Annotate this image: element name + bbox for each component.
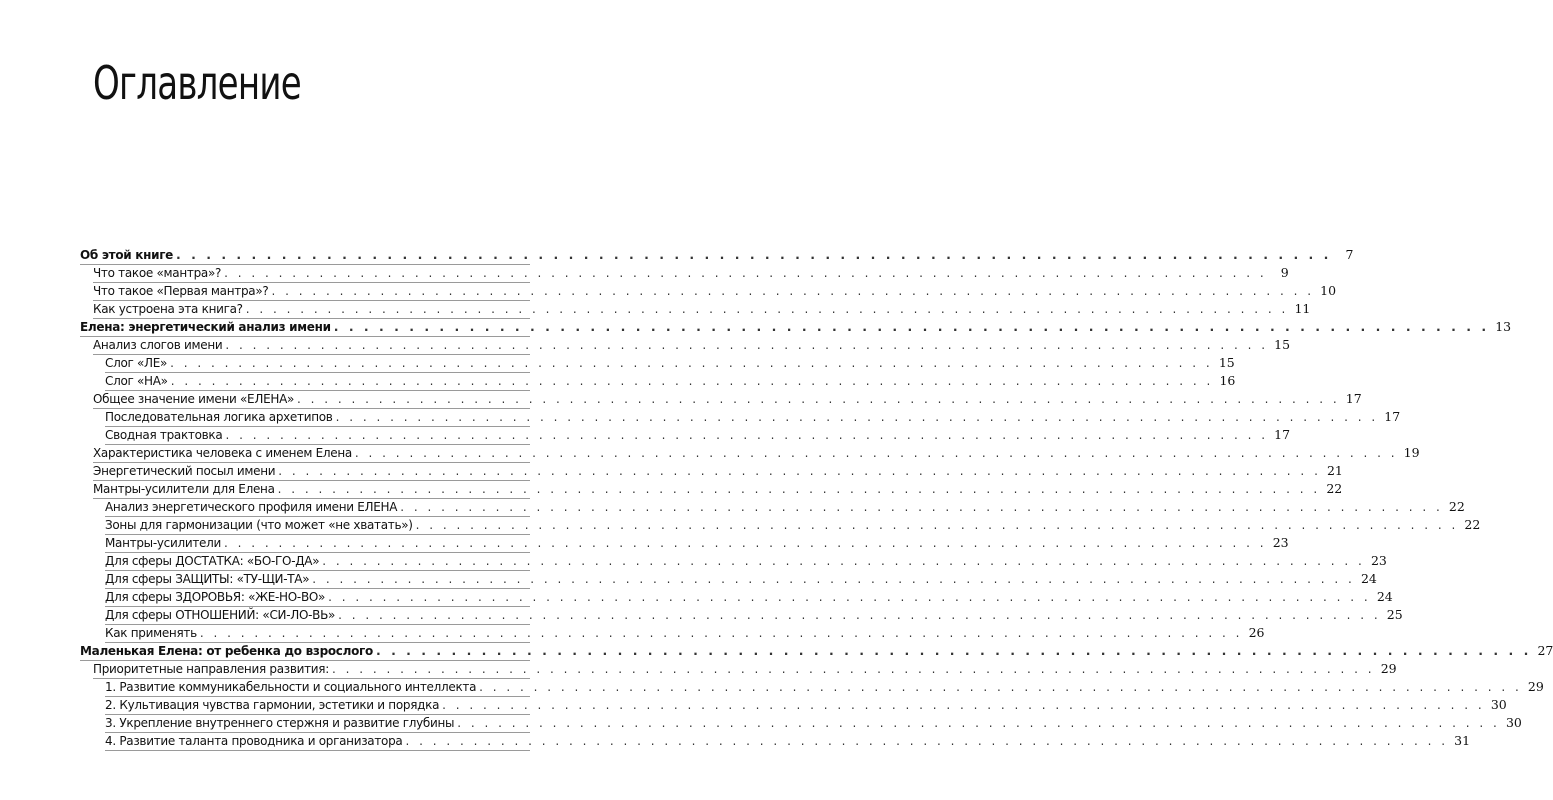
toc-entry[interactable] — [80, 319, 1512, 337]
dot-leader: . . . . . . . . . . . . . . . . . . . . . . . . . . . . . . . . . . . . . . . . . . . . . . . . . . . . . . . . . . . . . . . . . . . . . . . . . . . . . — [415, 518, 1459, 532]
dot-leader: . . . . . . . . . . . . . . . . . . . . . . . . . . . . . . . . . . . . . . . . . . . . . . . . . . . . . . . . . . . . . . . . . . . . . . . . . . . . . — [354, 446, 1398, 460]
toc-entry[interactable] — [80, 643, 1553, 661]
toc-entry-page: 22 — [1448, 499, 1465, 514]
dot-leader: . . . . . . . . . . . . . . . . . . . . . . . . . . . . . . . . . . . . . . . . . . . . . . . . . . . . . . . . . . . . . . . . . . . . . . . . . . . . . — [170, 374, 1214, 388]
dot-leader: . . . . . . . . . . . . . . . . . . . . . . . . . . . . . . . . . . . . . . . . . . . . . . . . . . . . . . . . . . . . . . . . . . . . . . . . . . . . . — [338, 608, 1381, 622]
toc-entry[interactable] — [93, 481, 1343, 499]
toc-entry[interactable] — [93, 463, 1343, 481]
toc-entry[interactable] — [105, 499, 1465, 517]
toc-entry-page: 31 — [1454, 733, 1471, 748]
toc-entry-page: 16 — [1219, 373, 1236, 388]
toc-entry-page: 23 — [1272, 535, 1289, 550]
toc-entry[interactable] — [93, 337, 1291, 355]
toc-entry-title: Как устроена эта книга? — [93, 302, 243, 316]
toc-entry-title: Для сферы ЗДОРОВЬЯ: «ЖЕ-НО-ВО» — [105, 590, 326, 604]
dot-leader: . . . . . . . . . . . . . . . . . . . . . . . . . . . . . . . . . . . . . . . . . . . . . . . . . . . . . . . . . . . . . . . . . . . . . . . . . . . . . — [405, 734, 1449, 748]
dot-leader: . . . . . . . . . . . . . . . . . . . . . . . . . . . . . . . . . . . . . . . . . . . . . . . . . . . . . . . . . . . . . . . . . . . . . . . . . . . . . — [224, 266, 1267, 280]
toc-entry-title: Мантры-усилители для Елена — [93, 482, 275, 496]
dot-leader: . . . . . . . . . . . . . . . . . . . . . . . . . . . . . . . . . . . . . . . . . . . . . . . . . . . . . . . . . . . . . . . . . . . . . . . . . . . . . — [225, 338, 1269, 352]
toc-entry-page: 17 — [1345, 391, 1362, 406]
toc-entry-page: 24 — [1376, 589, 1393, 604]
toc-entry-title: Слог «ЛЕ» — [105, 356, 168, 370]
toc-entry-title: Слог «НА» — [105, 374, 168, 388]
toc-entry[interactable] — [105, 625, 1265, 643]
toc-entry[interactable] — [105, 535, 1289, 553]
dot-leader: . . . . . . . . . . . . . . . . . . . . . . . . . . . . . . . . . . . . . . . . . . . . . . . . . . . . . . . . . . . . . . . . . . . . . . . . . . . . . — [278, 464, 1321, 478]
toc-entry[interactable] — [93, 661, 1397, 679]
toc-entry[interactable] — [105, 373, 1236, 391]
toc-entry-title: Энергетический посыл имени — [93, 464, 276, 478]
dot-leader: . . . . . . . . . . . . . . . . . . . . . . . . . . . . . . . . . . . . . . . . . . . . . . . . . . . . . . . . . . . . . . . . . . . . . . . . . . . . . — [322, 554, 1365, 568]
toc-entry-title: 1. Развитие коммуникабельности и социального интеллекта — [105, 680, 477, 694]
toc-entry-title: Последовательная логика архетипов — [105, 410, 333, 424]
dot-leader: . . . . . . . . . . . . . . . . . . . . . . . . . . . . . . . . . . . . . . . . . . . . . . . . . . . . . . . . . . . . . . . . . . . . . . . . . . . . . — [328, 590, 1371, 604]
toc-entry[interactable] — [93, 283, 1337, 301]
dot-leader: . . . . . . . . . . . . . . . . . . . . . . . . . . . . . . . . . . . . . . . . . . . . . . . . . . . . . . . . . . . . . . . . . . . . . . . . . . . . . — [225, 428, 1269, 442]
toc-entry-page: 29 — [1380, 661, 1397, 676]
toc-entry[interactable] — [105, 517, 1481, 535]
toc-entry[interactable] — [105, 571, 1377, 589]
toc-entry-page: 15 — [1274, 337, 1291, 352]
toc-entry-title: Что такое «Первая мантра»? — [93, 284, 269, 298]
toc-entry-page: 26 — [1248, 625, 1265, 640]
toc-entry[interactable] — [105, 427, 1291, 445]
dot-leader: . . . . . . . . . . . . . . . . . . . . . . . . . . . . . . . . . . . . . . . . . . . . . . . . . . . . . . . . . . . . . . . . . . . . . . . . . . . . . — [312, 572, 1355, 586]
toc-entry[interactable] — [93, 301, 1311, 319]
dot-leader: . . . . . . . . . . . . . . . . . . . . . . . . . . . . . . . . . . . . . . . . . . . . . . . . . . . . . . . . . . . . . . . . . . . . . . . . . . . . . — [223, 536, 1267, 550]
toc-entry-page: 23 — [1370, 553, 1387, 568]
toc-entry-page: 17 — [1384, 409, 1401, 424]
dot-leader: . . . . . . . . . . . . . . . . . . . . . . . . . . . . . . . . . . . . . . . . . . . . . . . . . . . . . . . . . . . . . . . . . . . . . . . . . . . . . — [335, 410, 1379, 424]
toc-entry-page: 22 — [1326, 481, 1343, 496]
dot-leader: . . . . . . . . . . . . . . . . . . . . . . . . . . . . . . . . . . . . . . . . . . . . . . . . . . . . . . . . . . . . . . . . . . . . . . . . . . . . . — [271, 284, 1315, 298]
dot-leader: . . . . . . . . . . . . . . . . . . . . . . . . . . . . . . . . . . . . . . . . . . . . . . . . . . . . . . . . . . . . . . . . . . . . . . . . . . . . . — [245, 302, 1289, 316]
toc-entry-title: Характеристика человека с именем Елена — [93, 446, 352, 460]
toc-entry[interactable] — [93, 391, 1362, 409]
dot-leader: . . . . . . . . . . . . . . . . . . . . . . . . . . . . . . . . . . . . . . . . . . . . . . . . . . . . . . . . . . . . . . . . . . . . . . . . . . . . . — [199, 626, 1243, 640]
toc-entry-title: Для сферы ОТНОШЕНИЙ: «СИ-ЛО-ВЬ» — [105, 608, 336, 622]
toc-entry-title: Анализ слогов имени — [93, 338, 223, 352]
toc-entry[interactable] — [93, 445, 1420, 463]
toc-entry[interactable] — [105, 715, 1522, 733]
toc-entry-title: Елена: энергетический анализ имени — [80, 320, 331, 334]
toc-entry-title: Анализ энергетического профиля имени ЕЛЕНА — [105, 500, 398, 514]
toc-entry-title: Как применять — [105, 626, 197, 640]
dot-leader: . . . . . . . . . . . . . . . . . . . . . . . . . . . . . . . . . . . . . . . . . . . . . . . . . . . . . . . . . . . . . . . . . . . . . . . . . . . . . — [170, 356, 1213, 370]
dot-leader: . . . . . . . . . . . . . . . . . . . . . . . . . . . . . . . . . . . . . . . . . . . . . . . . . . . . . . . . . . . . . . . . . . . . . . . . . . . . . — [333, 319, 1490, 334]
toc-entry[interactable] — [80, 247, 1354, 265]
toc-entry[interactable] — [93, 265, 1289, 283]
toc-entry-title: Маленькая Елена: от ребенка до взрослого — [80, 644, 373, 658]
toc-entry-title: Мантры-усилители — [105, 536, 221, 550]
toc-entry[interactable] — [105, 409, 1401, 427]
toc-entry-page: 27 — [1537, 643, 1553, 658]
toc-entry[interactable] — [105, 589, 1393, 607]
toc-entry-title: Об этой книге — [80, 248, 174, 262]
toc-entry-page: 22 — [1464, 517, 1481, 532]
toc-entry-title: 2. Культивация чувства гармонии, эстетики и порядка — [105, 698, 440, 712]
toc-entry[interactable] — [105, 607, 1403, 625]
toc-entry-page: 29 — [1527, 679, 1544, 694]
toc-entry-title: Общее значение имени «ЕЛЕНА» — [93, 392, 295, 406]
toc-entry-title: Что такое «мантра»? — [93, 266, 222, 280]
toc-entry-title: 3. Укрепление внутреннего стержня и развитие глубины — [105, 716, 455, 730]
toc-entry-title: Зоны для гармонизации (что может «не хватать») — [105, 518, 413, 532]
toc-entry-title: 4. Развитие таланта проводника и организатора — [105, 734, 403, 748]
toc-entry-page: 9 — [1280, 265, 1289, 280]
toc-entry-page: 15 — [1218, 355, 1235, 370]
toc-entry-page: 13 — [1495, 319, 1512, 334]
toc-entry-page: 17 — [1274, 427, 1291, 442]
dot-leader: . . . . . . . . . . . . . . . . . . . . . . . . . . . . . . . . . . . . . . . . . . . . . . . . . . . . . . . . . . . . . . . . . . . . . . . . . . . . . — [176, 247, 1332, 262]
dot-leader: . . . . . . . . . . . . . . . . . . . . . . . . . . . . . . . . . . . . . . . . . . . . . . . . . . . . . . . . . . . . . . . . . . . . . . . . . . . . . — [297, 392, 1340, 406]
toc-entry-title: Приоритетные направления развития: — [93, 662, 329, 676]
dot-leader: . . . . . . . . . . . . . . . . . . . . . . . . . . . . . . . . . . . . . . . . . . . . . . . . . . . . . . . . . . . . . . . . . . . . . . . . . . . . . — [331, 662, 1375, 676]
toc-entry-page: 19 — [1403, 445, 1420, 460]
dot-leader: . . . . . . . . . . . . . . . . . . . . . . . . . . . . . . . . . . . . . . . . . . . . . . . . . . . . . . . . . . . . . . . . . . . . . . . . . . . . . — [442, 698, 1485, 712]
dot-leader: . . . . . . . . . . . . . . . . . . . . . . . . . . . . . . . . . . . . . . . . . . . . . . . . . . . . . . . . . . . . . . . . . . . . . . . . . . . . . — [277, 482, 1321, 496]
dot-leader: . . . . . . . . . . . . . . . . . . . . . . . . . . . . . . . . . . . . . . . . . . . . . . . . . . . . . . . . . . . . . . . . . . . . . . . . . . . . . — [479, 680, 1522, 694]
toc-entry-page: 11 — [1294, 301, 1311, 316]
toc-entry-page: 30 — [1505, 715, 1522, 730]
toc-entry-page: 25 — [1386, 607, 1403, 622]
toc-entry-title: Для сферы ЗАЩИТЫ: «ТУ-ЩИ-ТА» — [105, 572, 310, 586]
toc-entry-title: Для сферы ДОСТАТКА: «БО-ГО-ДА» — [105, 554, 320, 568]
page-title: Оглавление — [93, 56, 301, 110]
toc-entry[interactable] — [105, 355, 1235, 373]
toc-entry-page: 10 — [1320, 283, 1337, 298]
dot-leader: . . . . . . . . . . . . . . . . . . . . . . . . . . . . . . . . . . . . . . . . . . . . . . . . . . . . . . . . . . . . . . . . . . . . . . . . . . . . . — [400, 500, 1443, 514]
dot-leader: . . . . . . . . . . . . . . . . . . . . . . . . . . . . . . . . . . . . . . . . . . . . . . . . . . . . . . . . . . . . . . . . . . . . . . . . . . . . . — [375, 643, 1532, 658]
toc-entry-page: 7 — [1345, 247, 1354, 262]
toc-entry[interactable] — [105, 679, 1544, 697]
toc-entry[interactable] — [105, 733, 1471, 751]
toc-entry-title: Сводная трактовка — [105, 428, 223, 442]
toc-entry[interactable] — [105, 697, 1507, 715]
toc-entry-page: 30 — [1490, 697, 1507, 712]
toc-entry[interactable] — [105, 553, 1387, 571]
toc-entry-page: 21 — [1326, 463, 1343, 478]
dot-leader: . . . . . . . . . . . . . . . . . . . . . . . . . . . . . . . . . . . . . . . . . . . . . . . . . . . . . . . . . . . . . . . . . . . . . . . . . . . . . — [457, 716, 1500, 730]
toc-entry-page: 24 — [1360, 571, 1377, 586]
